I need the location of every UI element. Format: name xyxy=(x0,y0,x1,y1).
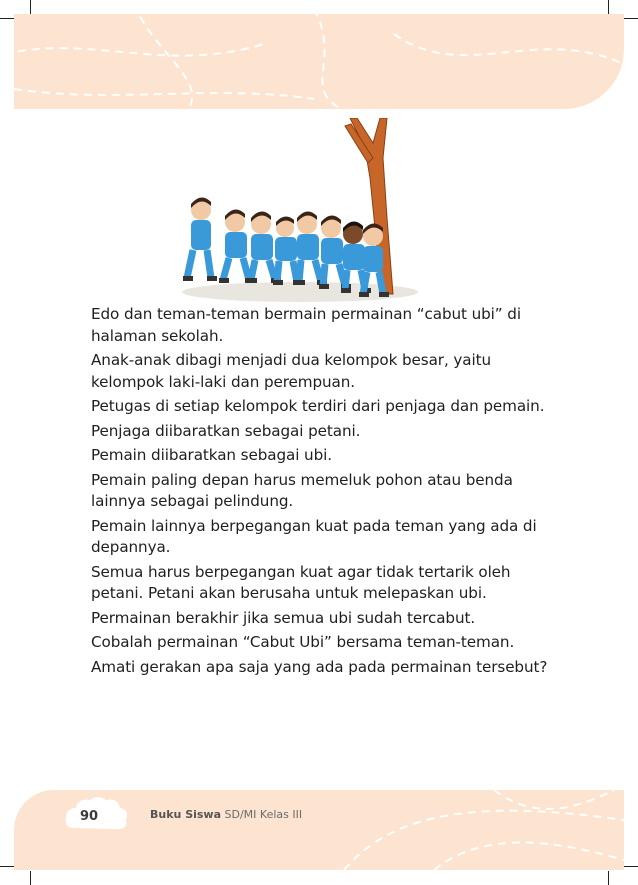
crop-mark xyxy=(0,18,14,19)
paragraph: Semua harus berpegangan kuat agar tidak tertarik oleh petani. Petani akan berusaha untuk melepaskan ubi. xyxy=(91,562,511,602)
paragraph: Pemain paling depan harus memeluk pohon atau benda lainnya sebagai pelindung. xyxy=(91,470,513,510)
page-number: 90 xyxy=(80,809,99,824)
paragraph: Pemain diibaratkan sebagai ubi. xyxy=(91,446,332,464)
paragraph: Petugas di setiap kelompok terdiri dari penjaga dan pemain. xyxy=(91,397,545,415)
cabut-ubi-illustration xyxy=(175,118,425,304)
story-text xyxy=(91,304,551,681)
book-title-bold: Buku Siswa xyxy=(150,808,222,821)
book-title xyxy=(150,808,302,821)
header-curves xyxy=(14,14,624,109)
crop-mark xyxy=(0,866,14,867)
crop-mark xyxy=(624,866,638,867)
paragraph: Penjaga diibaratkan sebagai petani. xyxy=(91,421,361,440)
paragraph: Pemain lainnya berpegangan kuat pada teman yang ada di depannya. xyxy=(91,516,537,556)
paragraph: Amati gerakan apa saja yang ada pada permainan tersebut? xyxy=(91,657,548,676)
book-title-rest: SD/MI Kelas III xyxy=(221,808,303,821)
children-group xyxy=(183,197,389,297)
paragraph: Edo dan teman-teman bermain permainan “cabut ubi” di halaman sekolah. xyxy=(91,305,521,345)
paragraph: Permainan berakhir jika semua ubi sudah tercabut. xyxy=(91,608,476,627)
crop-mark xyxy=(608,0,609,14)
crop-mark xyxy=(30,0,31,14)
crop-mark xyxy=(30,871,31,885)
paragraph: Anak-anak dibagi menjadi dua kelompok besar, yaitu kelompok laki-laki dan perempuan. xyxy=(91,351,491,391)
paragraph: Cobalah permainan “Cabut Ubi” bersama teman-teman. xyxy=(91,633,515,651)
header-decoration xyxy=(14,14,624,109)
crop-mark xyxy=(608,871,609,885)
crop-mark xyxy=(624,18,638,19)
